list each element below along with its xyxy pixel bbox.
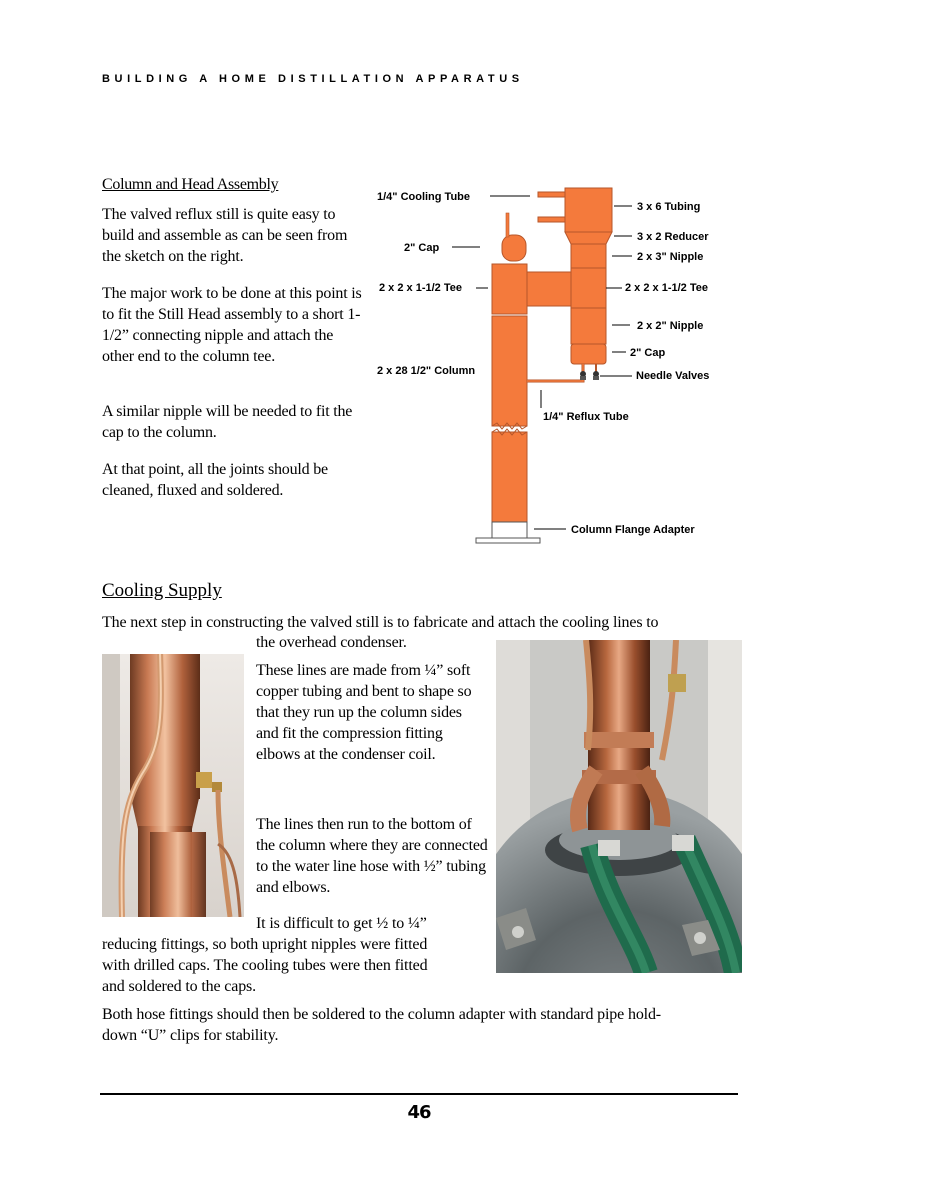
cap-right — [571, 344, 606, 364]
label-tee-right: 2 x 2 x 1-1/2 Tee — [625, 282, 708, 294]
label-reducer: 3 x 2 Reducer — [637, 231, 709, 243]
running-head: BUILDING A HOME DISTILLATION APPARATUS — [102, 73, 524, 85]
column-lower — [492, 432, 527, 522]
label-needle-valves: Needle Valves — [636, 370, 710, 382]
paragraph-line: and soldered to the caps. — [102, 978, 256, 995]
paragraph-line: down “U” clips for stability. — [102, 1027, 279, 1044]
label-nipple-2: 2 x 2" Nipple — [637, 320, 704, 332]
tee-left — [492, 264, 527, 314]
nipple-3 — [571, 244, 606, 268]
label-cap-right: 2" Cap — [630, 347, 666, 359]
cap-left-top — [502, 235, 526, 261]
head-3x6 — [565, 188, 612, 232]
cooling-tube-upper — [538, 192, 566, 197]
reflux-tube — [527, 364, 583, 381]
section-title-column-head: Column and Head Assembly — [102, 176, 279, 193]
label-nipple-3: 2 x 3" Nipple — [637, 251, 704, 263]
photo-column-with-hoses — [496, 640, 742, 973]
tee-right — [571, 268, 606, 308]
paragraph: The major work to be done at this point is to fit the Still Head assembly to a short 1-1/2” connecting nipple and attach the other end to the column tee. — [102, 285, 362, 365]
label-cap-left: 2" Cap — [404, 242, 440, 254]
label-column: 2 x 28 1/2" Column — [377, 365, 476, 377]
paragraph: These lines are made from ¼” soft copper tubing and bent to shape so that they run up the column sides and fit the compression fitting elbows at the condenser coil. — [256, 662, 472, 763]
reducer — [565, 232, 612, 244]
page-number: 46 — [407, 1102, 431, 1123]
photo-cooling-tube-column — [102, 654, 244, 917]
label-tee-left: 2 x 2 x 1-1/2 Tee — [379, 282, 462, 294]
intro-line: The next step in constructing the valved still is to fabricate and attach the cooling lines to — [102, 614, 659, 631]
nipple-2 — [571, 308, 606, 344]
connecting-nipple — [527, 272, 571, 306]
paragraph: At that point, all the joints should be cleaned, fluxed and soldered. — [102, 461, 328, 499]
flange-base — [476, 538, 540, 543]
section-title-cooling-supply: Cooling Supply — [102, 580, 222, 601]
paragraph-line: reducing fittings, so both upright nipples were fitted — [102, 936, 428, 953]
label-flange-adapter: Column Flange Adapter — [571, 524, 695, 536]
probe — [506, 213, 509, 237]
paragraph: The valved reflux still is quite easy to build and assemble as can be seen from the sketch on the right. — [102, 206, 348, 265]
paragraph-line: It is difficult to get ½ to ¼” — [256, 915, 427, 932]
paragraph-line: Both hose fittings should then be soldered to the column adapter with standard pipe hold- — [102, 1006, 661, 1023]
label-tubing-3x6: 3 x 6 Tubing — [637, 201, 701, 213]
column-upper — [492, 316, 527, 426]
label-reflux-tube: 1/4" Reflux Tube — [543, 411, 629, 423]
paragraph-line: with drilled caps. The cooling tubes were then fitted — [102, 957, 428, 974]
cooling-tube-lower — [538, 217, 566, 222]
footer-rule — [100, 1093, 738, 1095]
label-cooling-tube: 1/4" Cooling Tube — [377, 191, 471, 203]
still-diagram — [370, 180, 730, 550]
flange-white — [492, 522, 527, 538]
paragraph: A similar nipple will be needed to fit the cap to the column. — [102, 403, 353, 441]
intro-line: the overhead condenser. — [256, 634, 407, 651]
paragraph: The lines then run to the bottom of the column where they are connected to the water line hose with ½” tubing and elbows. — [256, 816, 488, 896]
reflux-tube — [527, 364, 583, 381]
